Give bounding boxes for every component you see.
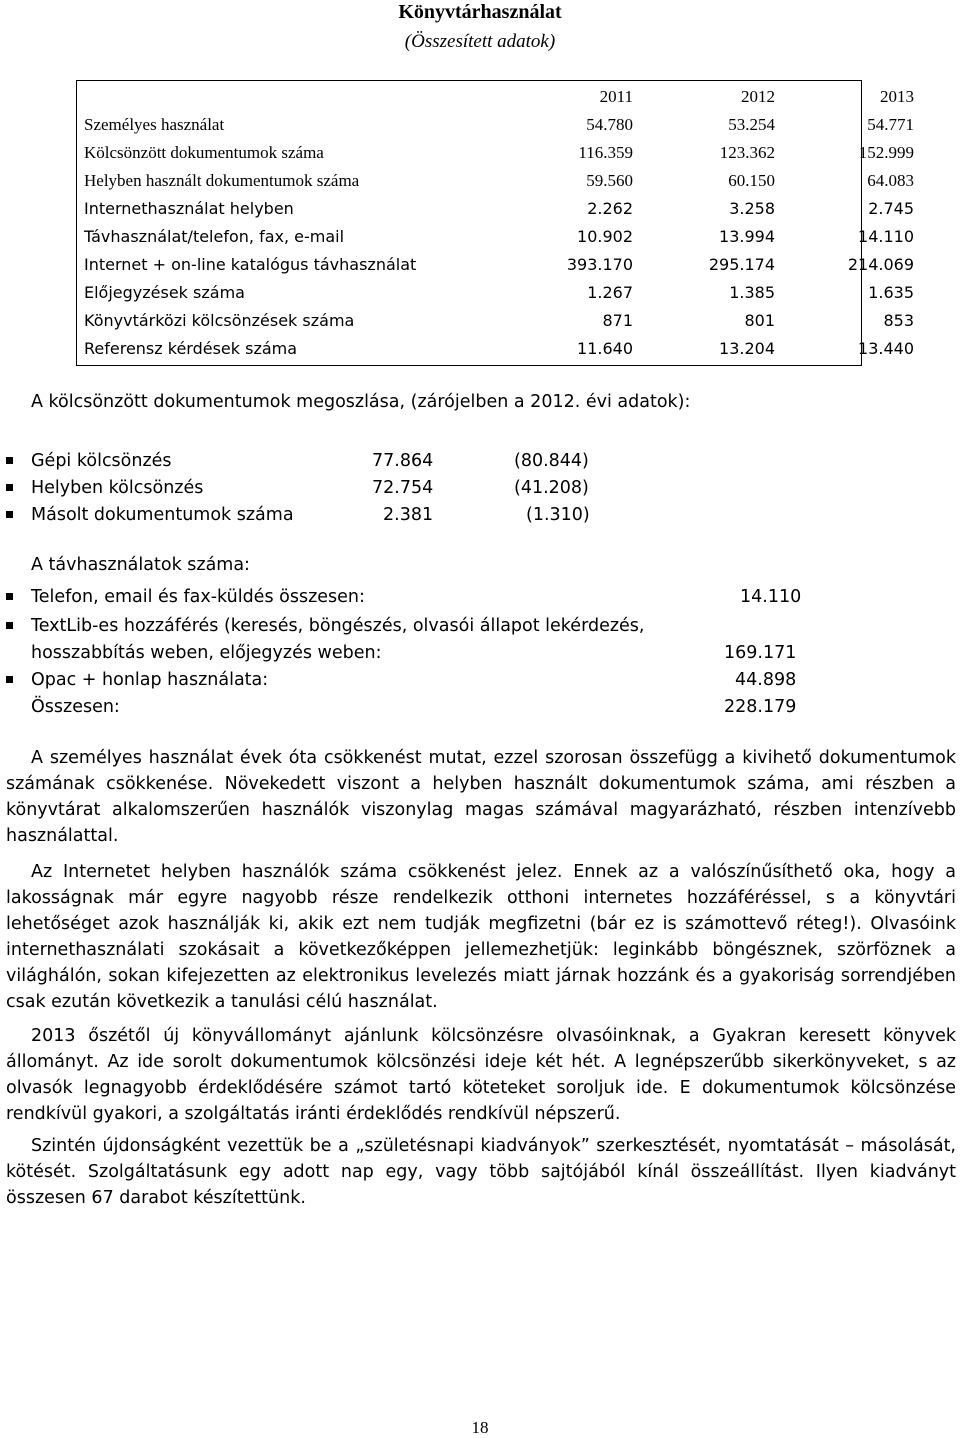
- row-label: Személyes használat: [84, 115, 225, 134]
- loan-prev-value: (1.310): [526, 505, 590, 525]
- remote-total-value: 228.179: [724, 697, 797, 717]
- cell-value: 871: [602, 311, 633, 330]
- paragraph: Szintén újdonságként vezettük be a „születésnapi kiadványok” szerkesztését, nyomtatását – másolását, kötését. Szolgáltatásunk egy adott nap egy, vagy több sajtójából kínál összeállítást. Ilyen kiadványt összesen 67 darabot készítettünk.: [6, 1136, 956, 1208]
- bullet-square-icon: [6, 511, 13, 518]
- table-row: [77, 251, 914, 279]
- table-row: [77, 195, 914, 223]
- paragraph: 2013 őszétől új könyvállományt ajánlunk kölcsönzésre olvasóinknak, a Gyakran keresett könyvek állományt. Az ide sorolt dokumentumok kölcsönzési ideje két hét. A legnépszerűbb sikerkönyveket, s az olvasók legnagyobb érdeklődésére számot tartó köteteket soroljuk ide. E dokumentumok kölcsönzése rendkívül gyakori, a szolgáltatás iránti érdeklődés rendkívül népszerű.: [6, 1026, 956, 1124]
- list-item: [6, 613, 906, 639]
- row-label: Internethasználat helyben: [84, 199, 294, 218]
- bullet-square-icon: [6, 484, 13, 491]
- loan-label: Gépi kölcsönzés: [31, 451, 172, 471]
- row-label: Internet + on-line katalógus távhasználat: [84, 255, 417, 274]
- year-header: 2012: [741, 87, 775, 106]
- cell-value: 2.262: [587, 199, 633, 218]
- cell-value: 14.110: [858, 227, 914, 246]
- cell-value: 60.150: [728, 171, 775, 190]
- cell-value: 214.069: [847, 255, 914, 274]
- table-row: [77, 223, 914, 251]
- table-header-row: [77, 83, 914, 111]
- bullet-square-icon: [6, 622, 13, 629]
- cell-value: 393.170: [566, 255, 633, 274]
- table-row: [77, 167, 914, 195]
- cell-value: 54.771: [867, 115, 914, 134]
- table-row: [77, 279, 914, 307]
- list-item: [6, 667, 906, 693]
- cell-value: 13.204: [719, 339, 775, 358]
- list-item: [6, 448, 706, 474]
- remote-value: 44.898: [735, 670, 797, 690]
- cell-value: 53.254: [728, 115, 775, 134]
- cell-value: 801: [744, 311, 775, 330]
- table-row: [77, 307, 914, 335]
- cell-value: 13.994: [719, 227, 775, 246]
- cell-value: 59.560: [586, 171, 633, 190]
- cell-value: 295.174: [708, 255, 775, 274]
- loan-prev-value: (41.208): [514, 478, 589, 498]
- cell-value: 64.083: [867, 171, 914, 190]
- list-item: [6, 475, 706, 501]
- row-label: Távhasználat/telefon, fax, e-mail: [84, 227, 345, 246]
- remote-value: 14.110: [740, 587, 802, 607]
- page-title: Könyvtárhasználat: [398, 1, 562, 23]
- page-subtitle: (Összesített adatok): [404, 31, 556, 52]
- remote-total-label: Összesen:: [31, 697, 120, 717]
- year-header: 2011: [599, 87, 633, 106]
- cell-value: 123.362: [719, 143, 775, 162]
- remote-value: 169.171: [724, 643, 797, 663]
- remote-heading: A távhasználatok száma:: [31, 555, 250, 575]
- cell-value: 853: [883, 311, 914, 330]
- table-row: [77, 335, 914, 363]
- bullet-square-icon: [6, 676, 13, 683]
- remote-label: TextLib-es hozzáférés (keresés, böngészés, olvasói állapot lekérdezés,: [31, 616, 645, 636]
- bullet-square-icon: [6, 593, 13, 600]
- list-item-continuation: [6, 640, 906, 666]
- cell-value: 1.267: [587, 283, 633, 302]
- loan-value: 72.754: [372, 478, 434, 498]
- cell-value: 152.999: [858, 143, 914, 162]
- cell-value: 3.258: [729, 199, 775, 218]
- row-label: Kölcsönzött dokumentumok száma: [84, 143, 324, 162]
- remote-label: Opac + honlap használata:: [31, 670, 269, 690]
- remote-total-row: [6, 694, 906, 720]
- row-label: Előjegyzések száma: [84, 283, 245, 302]
- paragraph: Az Internetet helyben használók száma csökkenést jelez. Ennek az a valószínűsíthető oka, hogy a lakosságnak már egyre nagyobb része rendelkezik otthoni internetes hozzáféréssel, s a könyvtári lehetőséget azok használják ki, akik ezt nem tudják megfizetni (bár ez is számottevő réteg!). Olvasóink internethasználati szokásait a következőképpen jellemezhetjük: leginkább böngésznek, szörföznek a világhálón, sokan kifejezetten az elektronikus levelezés miatt járnak hozzánk és a gyakoriság sorrendjében csak ezután következik a tanulási célú használat.: [6, 862, 956, 1012]
- table-row: [77, 139, 914, 167]
- cell-value: 13.440: [858, 339, 914, 358]
- cell-value: 54.780: [586, 115, 633, 134]
- loans-heading: A kölcsönzött dokumentumok megoszlása, (zárójelben a 2012. évi adatok):: [31, 392, 691, 412]
- loan-value: 77.864: [372, 451, 434, 471]
- cell-value: 2.745: [868, 199, 914, 218]
- remote-label-continuation: hosszabbítás weben, előjegyzés weben:: [31, 643, 382, 663]
- remote-label: Telefon, email és fax-küldés összesen:: [31, 587, 365, 607]
- bullet-square-icon: [6, 457, 13, 464]
- list-item: [6, 502, 706, 528]
- loan-label: Helyben kölcsönzés: [31, 478, 204, 498]
- cell-value: 1.385: [729, 283, 775, 302]
- year-header: 2013: [880, 87, 914, 106]
- page-number: 18: [471, 1418, 489, 1437]
- cell-value: 116.359: [578, 143, 633, 162]
- row-label: Könyvtárközi kölcsönzések száma: [84, 311, 355, 330]
- loan-prev-value: (80.844): [514, 451, 589, 471]
- cell-value: 1.635: [868, 283, 914, 302]
- table-row: [77, 111, 914, 139]
- list-item: [6, 584, 906, 610]
- paragraph: A személyes használat évek óta csökkenést mutat, ezzel szorosan összefügg a kivihető dokumentumok számának csökkenése. Növekedett viszont a helyben használt dokumentumok száma, ami részben a könyvtárat alkalomszerűen használók viszonylag magas számával magyarázható, részben intenzívebb használattal.: [6, 748, 956, 846]
- statistics-table: [76, 80, 914, 366]
- cell-value: 10.902: [577, 227, 633, 246]
- row-label: Helyben használt dokumentumok száma: [84, 171, 360, 190]
- loan-value: 2.381: [383, 505, 434, 525]
- cell-value: 11.640: [577, 339, 633, 358]
- loan-label: Másolt dokumentumok száma: [31, 505, 294, 525]
- row-label: Referensz kérdések száma: [84, 339, 298, 358]
